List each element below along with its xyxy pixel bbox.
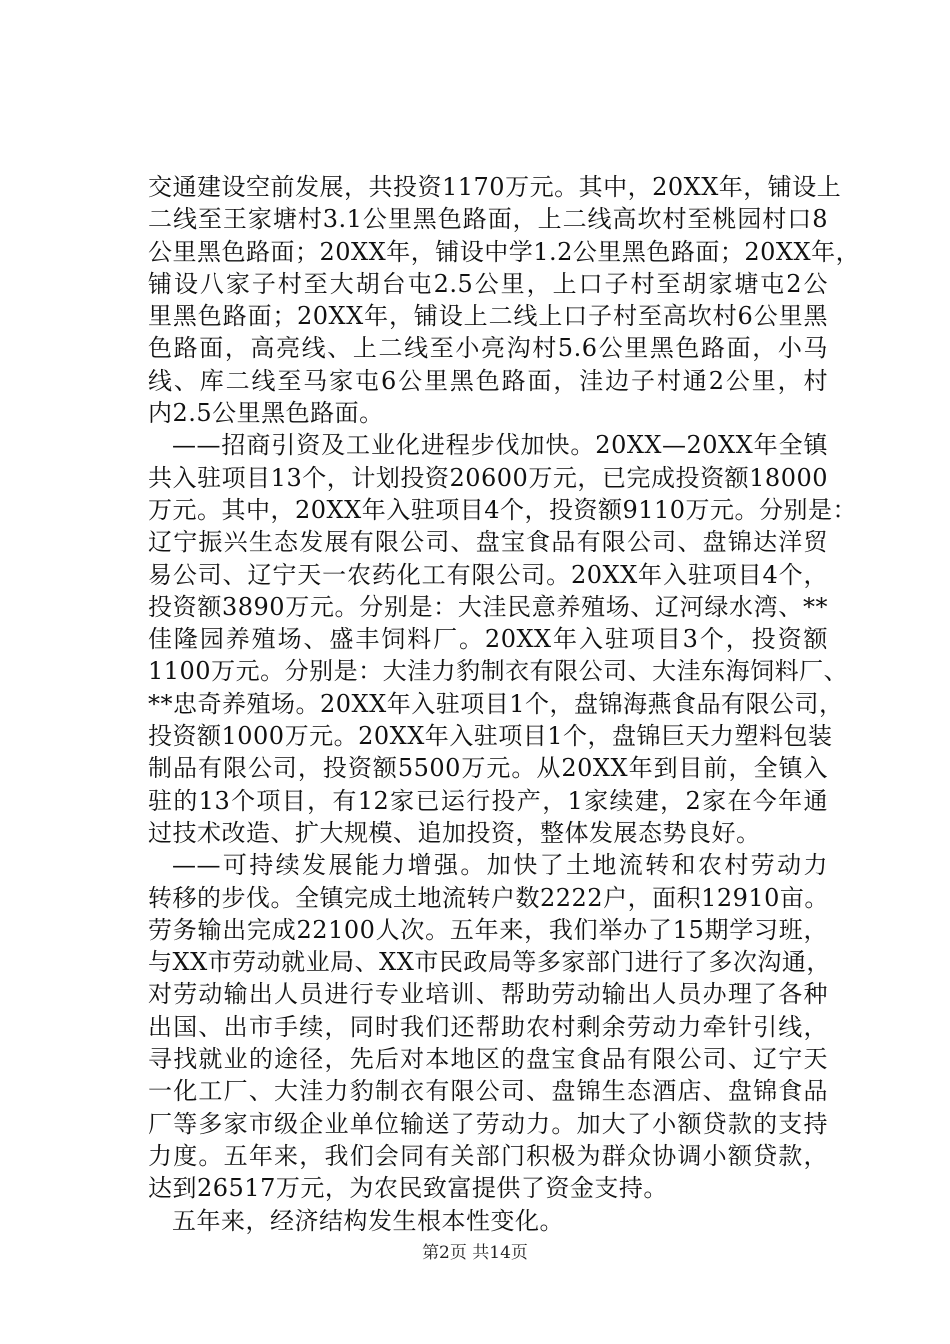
text-line: 投资额1000万元。20XX年入驻项目1个，盘锦巨天力塑料包装	[148, 722, 833, 751]
text-line: **忠奇养殖场。20XX年入驻项目1个，盘锦海燕食品有限公司，	[148, 689, 844, 718]
text-line: 易公司、辽宁天一农药化工有限公司。20XX年入驻项目4个，	[148, 560, 828, 589]
text-line: 对劳动输出人员进行专业培训、帮助劳动输出人员办理了各种	[148, 980, 828, 1009]
text-line: 驻的13个项目，有12家已运行投产，1家续建，2家在今年通	[148, 786, 828, 815]
text-line: 达到26517万元，为农民致富提供了资金支持。	[148, 1174, 668, 1203]
paragraph-heading-line: 五年来，经济结构发生根本性变化。	[172, 1206, 564, 1235]
text-line: 制品有限公司，投资额5500万元。从20XX年到目前，全镇入	[148, 754, 828, 783]
text-line: 万元。其中，20XX年入驻项目4个，投资额9110万元。分别是：	[148, 495, 858, 524]
text-line: 交通建设空前发展，共投资1170万元。其中，20XX年，铺设上	[148, 173, 842, 201]
text-line: 里黑色路面；20XX年，铺设上二线上口子村至高坎村6公里黑	[148, 302, 828, 331]
paragraph-heading-line: ——招商引资及工业化进程步伐加快。20XX—20XX年全镇	[172, 431, 828, 460]
text-line: 二线至王家塘村3.1公里黑色路面，上二线高坎村至桃园村口8	[148, 205, 828, 234]
text-line: 色路面，高亮线、上二线至小亮沟村5.6公里黑色路面，小马	[148, 334, 828, 363]
text-line: 1100万元。分别是：大洼力豹制衣有限公司、大洼东海饲料厂、	[148, 657, 849, 686]
text-line: 厂等多家市级企业单位输送了劳动力。加大了小额贷款的支持	[148, 1109, 828, 1138]
text-line: 投资额3890万元。分别是：大洼民意养殖场、辽河绿水湾、**	[148, 592, 828, 621]
text-line: 转移的步伐。全镇完成土地流转户数2222户，面积12910亩。	[148, 883, 829, 912]
text-line: 线、库二线至马家屯6公里黑色路面，洼边子村通2公里，村	[148, 366, 828, 395]
page-footer: 第2页 共14页	[422, 1243, 528, 1263]
text-line: 共入驻项目13个，计划投资20600万元，已完成投资额18000	[148, 463, 828, 492]
text-line: 内2.5公里黑色路面。	[148, 399, 384, 428]
text-line: 辽宁振兴生态发展有限公司、盘宝食品有限公司、盘锦达洋贸	[148, 528, 828, 557]
text-line: 劳务输出完成22100人次。五年来，我们举办了15期学习班，	[148, 915, 828, 944]
text-line: 出国、出市手续，同时我们还帮助农村剩余劳动力牵针引线，	[148, 1012, 828, 1041]
paragraph-heading-line: ——可持续发展能力增强。加快了土地流转和农村劳动力	[172, 851, 828, 880]
text-line: 公里黑色路面；20XX年，铺设中学1.2公里黑色路面；20XX年，	[148, 237, 861, 266]
text-line: 与XX市劳动就业局、XX市民政局等多家部门进行了多次沟通，	[148, 948, 831, 977]
text-line: 过技术改造、扩大规模、追加投资，整体发展态势良好。	[148, 818, 761, 847]
text-line: 铺设八家子村至大胡台屯2.5公里，上口子村至胡家塘屯2公	[148, 269, 828, 298]
text-line: 寻找就业的途径，先后对本地区的盘宝食品有限公司、辽宁天	[148, 1045, 828, 1074]
body-text	[148, 171, 861, 1237]
text-line: 佳隆园养殖场、盛丰饲料厂。20XX年入驻项目3个，投资额	[148, 625, 828, 654]
text-line: 力度。五年来，我们会同有关部门积极为群众协调小额贷款，	[148, 1141, 828, 1170]
text-line: 一化工厂、大洼力豹制衣有限公司、盘锦生态酒店、盘锦食品	[148, 1077, 828, 1106]
